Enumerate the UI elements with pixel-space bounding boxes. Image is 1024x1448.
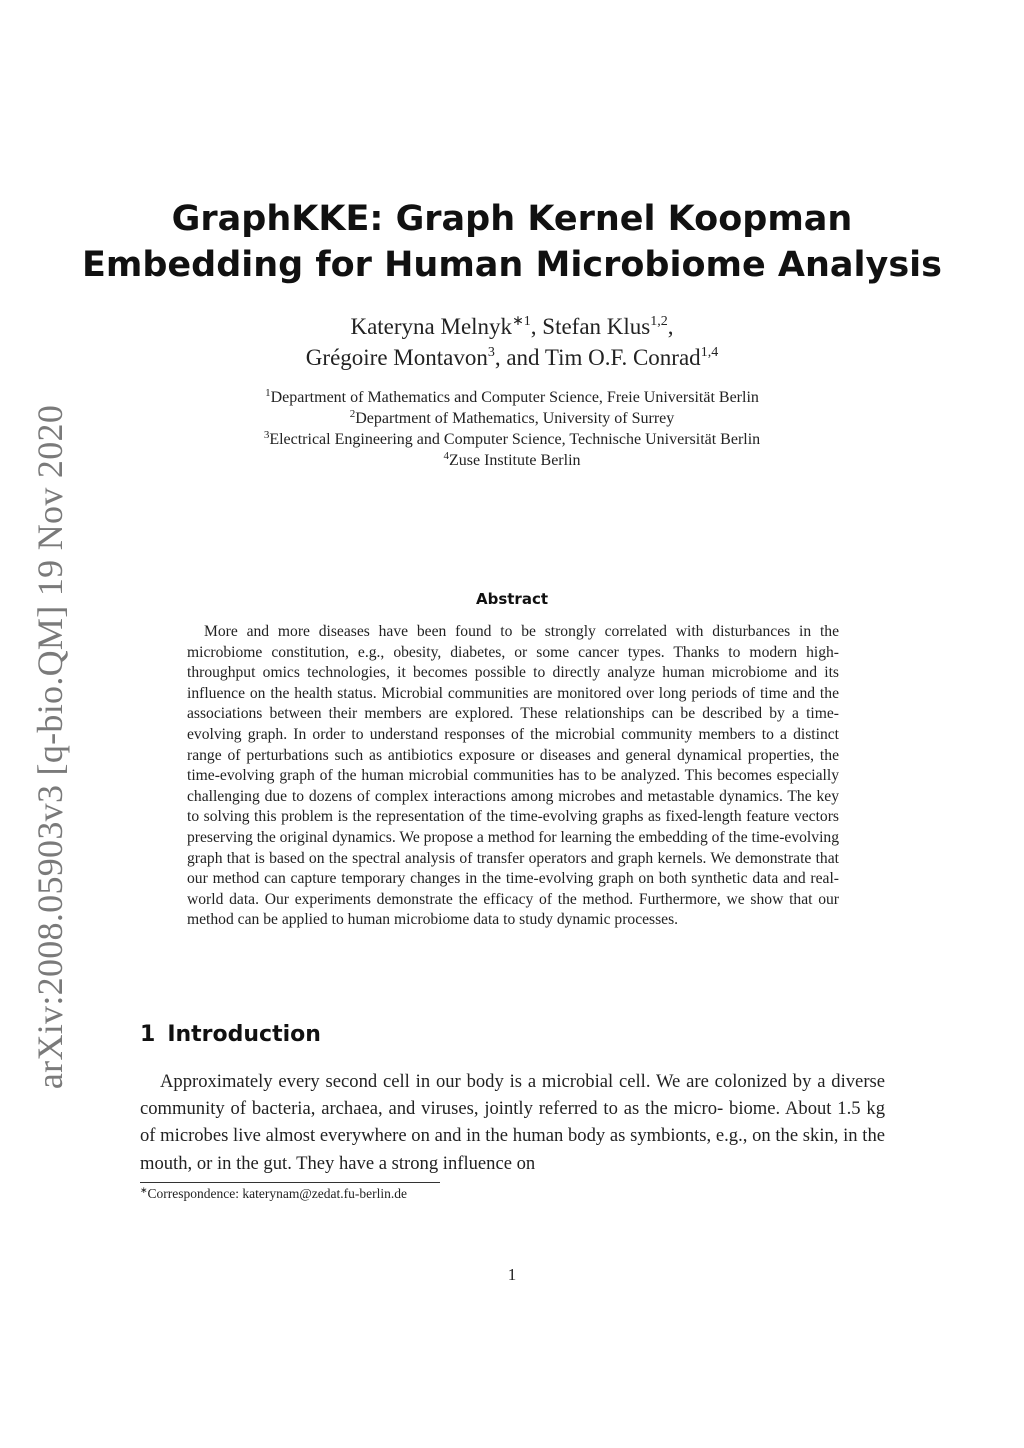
page-number: 1 (507, 1265, 517, 1284)
introduction-paragraph: Approximately every second cell in our body is a microbial cell. We are colonized by a diverse community of bacteria, archaea, and viruses, jointly referred to as the micro- biome. About 1.5 kg of microbes live almost everywhere on and in the human body as symbionts, e.g., on the skin, in the mouth, or in the gut. They have a strong influence on (140, 1071, 885, 1174)
section-title: Introduction (167, 1022, 321, 1047)
footnote-divider (140, 1182, 440, 1183)
author-line-2 (0, 342, 1024, 373)
affiliation-item (0, 408, 1024, 429)
affiliation-item (0, 429, 1024, 450)
author-name: Stefan Klus (542, 314, 651, 339)
paper-title (0, 196, 1024, 288)
affiliation-marker: 4 (443, 450, 449, 462)
footnote-text: Correspondence: katerynam@zedat.fu-berlin.de (147, 1186, 407, 1201)
author-name: Tim O.F. Conrad (544, 345, 701, 370)
section-number: 1 (140, 1022, 156, 1047)
affiliation-marker: 1 (265, 387, 271, 399)
author-affiliation-marker: 1,4 (700, 345, 719, 360)
affiliation-list (0, 387, 1024, 471)
section-heading-introduction (140, 1022, 321, 1047)
author-list (0, 311, 1024, 373)
author-separator: , and (494, 345, 545, 370)
affiliation-item (0, 450, 1024, 471)
affiliation-marker: 2 (349, 408, 356, 420)
author-affiliation-marker: 3 (487, 345, 495, 360)
affiliation-text: Department of Mathematics, University of Surrey (355, 410, 675, 427)
author-name: Grégoire Montavon (305, 345, 488, 370)
abstract-heading: Abstract (475, 590, 549, 608)
author-separator: , (667, 314, 674, 339)
affiliation-text: Zuse Institute Berlin (448, 452, 581, 469)
footnote (140, 1186, 407, 1202)
author-affiliation-marker: 1,2 (650, 314, 668, 329)
author-affiliation-marker: ∗1 (512, 314, 531, 329)
abstract-body: More and more diseases have been found to be strongly correlated with disturbances in the microbiome constitution, e.g., obesity, diabetes, or some cancer types. Thanks to modern high-throughput omics technologies, it becomes possible to directly analyze human microbiome and its influence on the health status. Microbial communities are monitored over long periods of time and the associations between their members are explored. These relationships can be described by a time-evolving graph. In order to understand responses of the microbial community members to a distinct range of perturbations such as antibiotics exposure or diseases and general dynamical properties, the time-evolving graph of the human microbial communities has to be analyzed. This becomes especially challenging due to dozens of complex interactions among microbes and metastable dynamics. The key to solving this problem is the representation of the time-evolving graphs as fixed-length feature vectors preserving the original dynamics. We propose a method for learning the embedding of the time-evolving graph that is based on the spectral analysis of transfer operators and graph kernels. We demonstrate that our method can capture temporary changes in the time-evolving graph on both synthetic data and real-world data. Our experiments demonstrate the efficacy of the method. Furthermore, we show that our method can be applied to human microbiome data to study dynamic processes. (187, 623, 839, 929)
footnote-marker: ∗ (140, 1185, 148, 1195)
title-line-2: Embedding for Human Microbiome Analysis (81, 245, 942, 285)
title-line-1: GraphKKE: Graph Kernel Koopman (171, 199, 853, 239)
author-separator: , (530, 314, 543, 339)
affiliation-text: Electrical Engineering and Computer Science, Technische Universität Berlin (269, 431, 761, 448)
author-line-1 (0, 311, 1024, 342)
affiliation-text: Department of Mathematics and Computer Science, Freie Universität Berlin (270, 389, 759, 406)
affiliation-marker: 3 (263, 429, 270, 441)
arxiv-identifier-stamp: arXiv:2008.05903v3 [q-bio.QM] 19 Nov 2020 (30, 404, 70, 1090)
affiliation-item (0, 387, 1024, 408)
author-name: Kateryna Melnyk (350, 314, 513, 339)
